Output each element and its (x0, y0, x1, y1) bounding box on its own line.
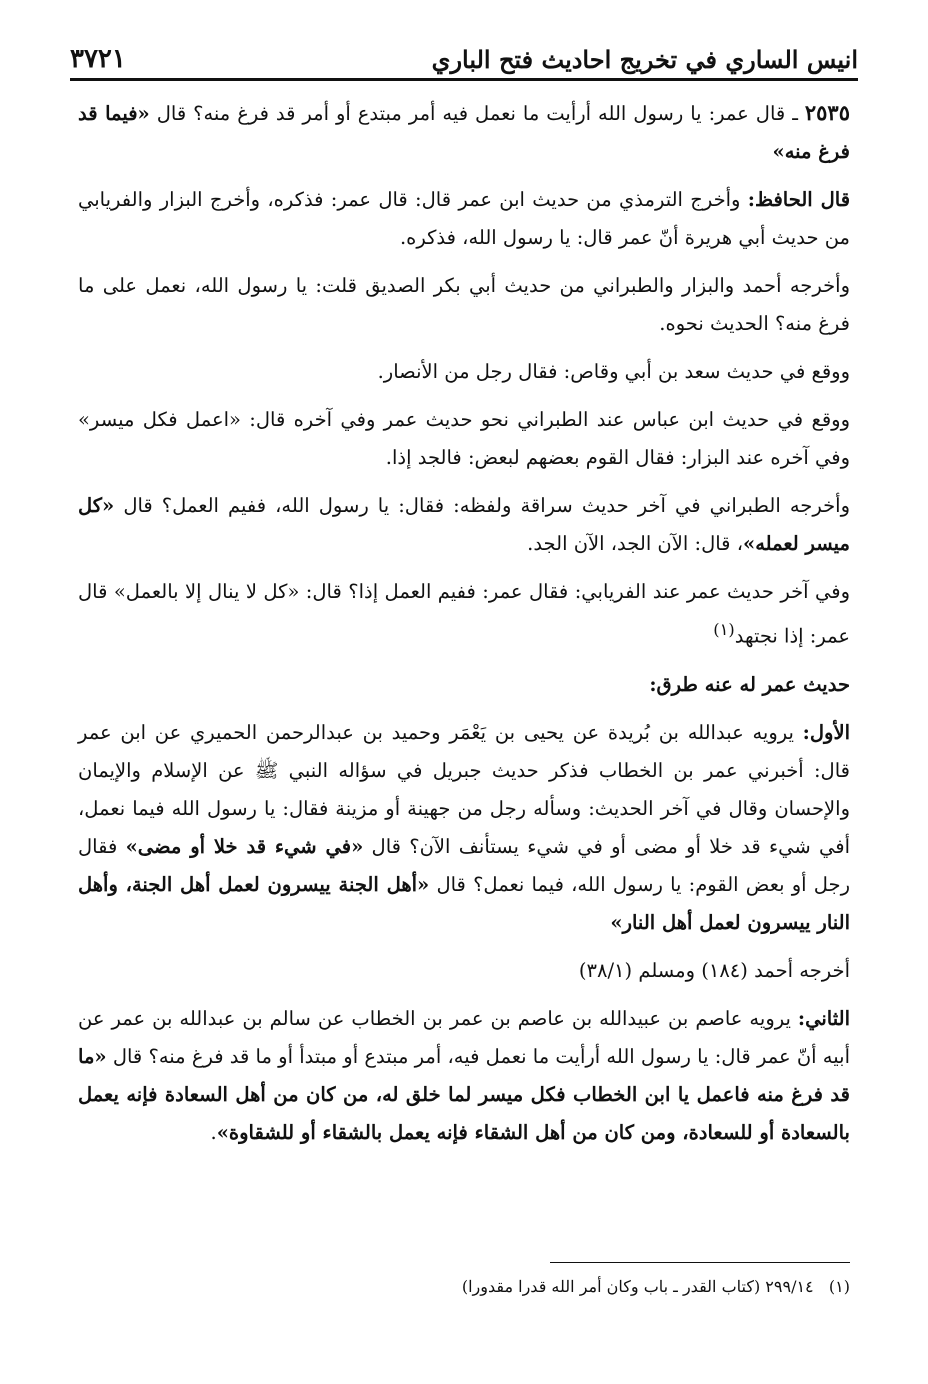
second-lead: الثاني: (797, 1006, 850, 1030)
paragraph-first-route (78, 714, 850, 942)
paragraph-ibn-abbas: ووقع في حديث ابن عباس عند الطبراني نحو حديث عمر وفي آخره قال: «اعمل فكل ميسر» وفي آخره عند البزار: فقال القوم بعضهم لبعض: فالجد إذا. (78, 408, 850, 469)
second-end: . (210, 1120, 217, 1144)
paragraph-firyabi (78, 573, 850, 656)
hafiz-lead: قال الحافظ: (747, 188, 851, 211)
paragraph-saad: ووقع في حديث سعد بن أبي وقاص: فقال رجل من الأنصار. (377, 360, 850, 383)
footnote-text: ٢٩٩/١٤ (كتاب القدر ـ باب وكان أمر الله قدرا مقدورا) (461, 1277, 814, 1296)
paragraph-suraqa (78, 487, 850, 563)
second-text-a: يرويه عاصم بن عبيدالله بن عاصم بن عمر بن الخطاب عن سالم بن عبدالله بن عمر عن أبيه أنّ عمر قال: يا رسول الله أرأيت ما نعمل فيه، أمر مبتدع أو مبتدأ أو ما قد فرغ منه؟ قال (78, 1006, 850, 1068)
running-head (70, 30, 858, 81)
hadith-text: قال عمر: يا رسول الله أرأيت ما نعمل فيه أمر مبتدع أو أمر قد فرغ منه؟ قال (156, 102, 786, 125)
hadith-number: ٢٥٣٥ (804, 100, 850, 125)
running-title: انيس الساري في تخريج احاديث فتح الباري (431, 45, 858, 74)
footnote-marker: (١) (828, 1277, 850, 1296)
suraqa-end: ، قال: الآن الجد، الآن الجد. (527, 532, 743, 555)
first-quote-2: «أهل الجنة ييسرون لعمل أهل الجنة، وأهل النار ييسرون لعمل أهل النار» (78, 872, 850, 934)
page-number: ٣٧٢١ (70, 44, 126, 74)
first-quote-1: «في شيء قد خلا أو مضى» (125, 834, 364, 858)
hadith-entry (78, 94, 850, 171)
hadith-answer: «فيما قد فرغ منه» (78, 102, 850, 163)
paragraph-ahmad: وأخرجه أحمد والبزار والطبراني من حديث أبي بكر الصديق قلت: يا رسول الله، نعمل على ما فرغ منه؟ الحديث نحوه. (78, 274, 850, 335)
paragraph-hafiz (78, 181, 850, 257)
hadith-dash: ـ (792, 102, 798, 125)
second-quote: «ما قد فرغ منه فاعمل يا ابن الخطاب فكل ميسر لما خلق له، من كان من أهل السعادة فإنه يعمل بالسعادة أو للسعادة، ومن كان من أهل الشقاء فإنه يعمل بالشقاء أو للشقاوة» (78, 1044, 850, 1144)
paragraph-second-route (78, 1000, 850, 1152)
suraqa-text: وأخرجه الطبراني في آخر حديث سراقة ولفظه: فقال: يا رسول الله، ففيم العمل؟ قال (123, 494, 850, 517)
footnote (78, 1272, 850, 1302)
first-lead: الأول: (802, 720, 850, 744)
firyabi-text: وفي آخر حديث عمر عند الفريابي: فقال عمر: ففيم العمل إذا؟ قال: «كل لا ينال إلا بالعمل» قال عمر: إذا نجتهد (78, 580, 850, 648)
footnote-ref[interactable]: (١) (713, 620, 735, 639)
section-heading: حديث عمر له عنه طرق: (649, 672, 850, 696)
first-text-b: فقال رجل أو بعض القوم: يا رسول الله، فيما نعمل؟ قال (78, 834, 851, 896)
hafiz-text: وأخرج الترمذي من حديث ابن عمر قال: قال عمر: فذكره، وأخرج البزار والفريابي من حديث أبي هريرة أنّ عمر قال: يا رسول الله، فذكره. (78, 188, 850, 249)
footnote-divider (550, 1262, 850, 1263)
suraqa-quote: «كل ميسر لعمله» (78, 494, 850, 555)
first-text-a: يرويه عبدالله بن بُريدة عن يحيى بن يَعْمَر وحميد بن عبدالرحمن الحميري عن ابن عمر قال: أخبرني عمر بن الخطاب فذكر حديث جبريل في سؤاله النبي ﷺ عن الإسلام والإيمان والإحسان وقال في آخر الحديث: وسأله رجل من جهينة أو مزينة فقال: يا رسول الله فيما نعمل، أفي شيء قد خلا أو مضى أو في شيء يستأنف الآن؟ قال (78, 720, 850, 858)
first-reference: أخرجه أحمد (١٨٤) ومسلم (٣٨/١) (578, 958, 850, 982)
main-text (78, 94, 850, 1160)
